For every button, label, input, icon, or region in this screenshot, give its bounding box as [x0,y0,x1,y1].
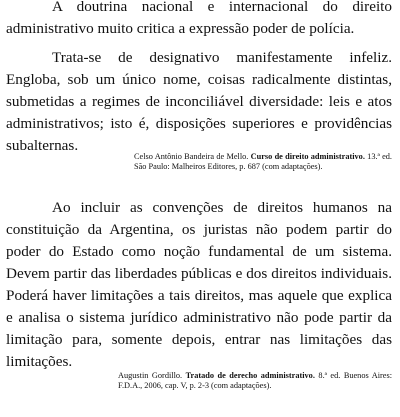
citation-author: Celso Antônio Bandeira de Mello. [134,152,249,161]
citation-author: Augustin Gordillo. [118,371,183,380]
text2-citation [118,371,392,391]
citation-work: Curso de direito administrativo. [250,152,365,161]
citation-work: Tratado de derecho administrativo. [185,371,315,380]
citation-details: 8.ª ed. Buenos Aires: F.D.A., 2006, cap. V, p. 2-3 (com adaptações). [118,371,393,390]
text1-citation [134,152,392,172]
text2-paragraph-1: Ao incluir as convenções de direitos humanos na constituição da Argentina, os juristas não podem partir do poder do Estado como noção fundamental de um sistema. Devem partir das liberdades públicas e dos direitos individuais. Poderá haver limitações a tais direitos, mas aquele que explica e analisa o sistema jurídico administrativo não pode partir da limitação para, somente depois, entrar nas limitações das limitações. [6,199,392,370]
text1-paragraph-2: Trata-se de designativo manifestamente infeliz. Engloba, sob um único nome, coisas radicalmente distintas, submetidas a regimes de inconciliável diversidade: leis e atos administrativos; isto é, disposições superiores e providências subalternas. [6,49,392,154]
citation-details: 13.ª ed. São Paulo: Malheiros Editores, p. 687 (com adaptações). [134,152,393,171]
text1-paragraph-1: A doutrina nacional e internacional do direito administrativo muito critica a expressão poder de polícia. [6,0,392,37]
